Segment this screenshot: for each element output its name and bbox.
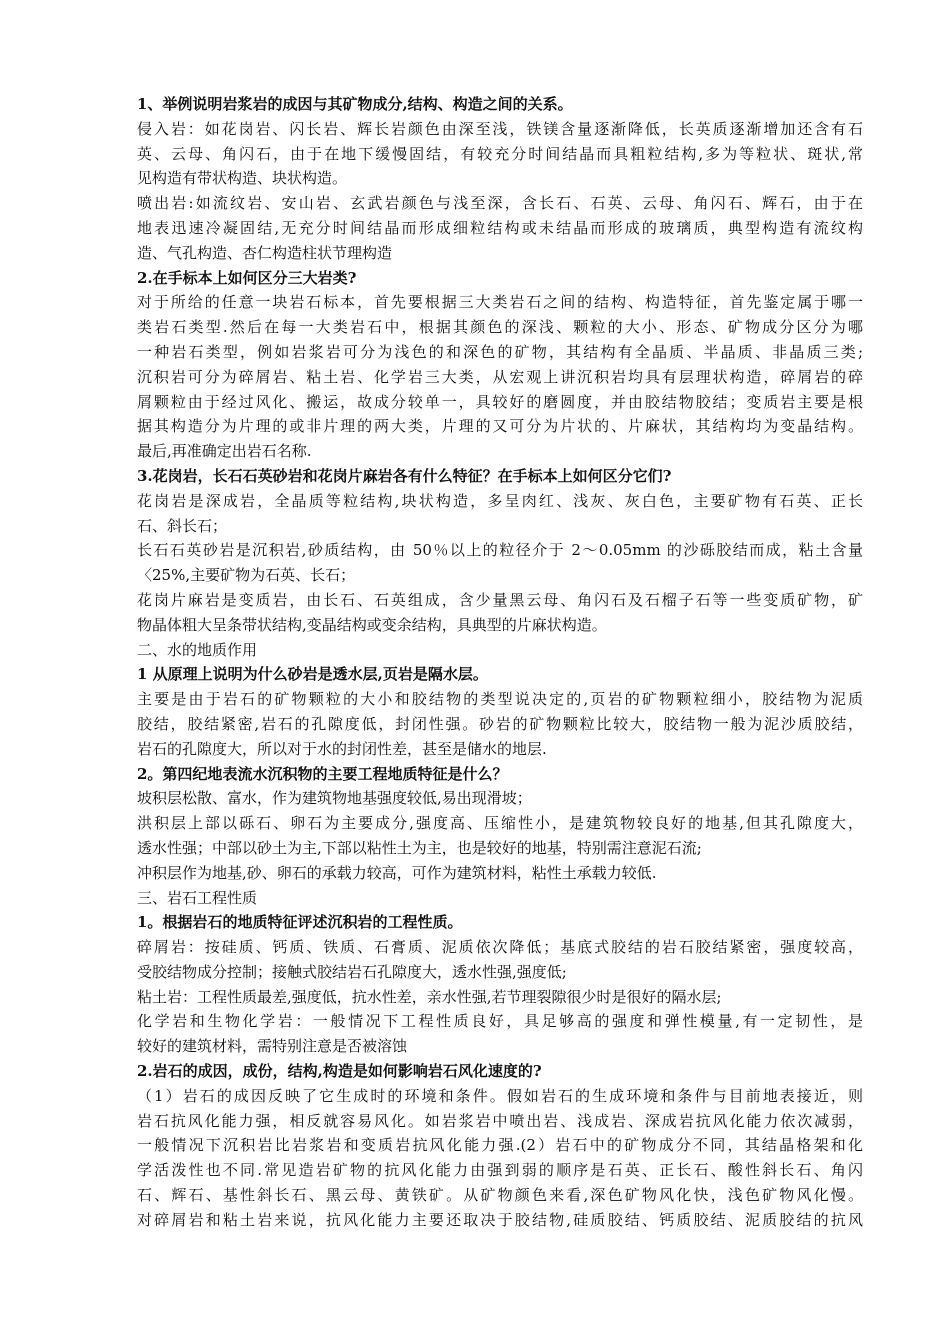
section-heading: 1。根据岩石的地质特征评述沉积岩的工程性质。 (137, 913, 463, 932)
body-text-line: 碎屑岩：按硅质、钙质、铁质、石膏质、泥质依次降低；基底式胶结的岩石胶结紧密，强度较高， (137, 938, 863, 957)
body-text-line: 物晶体粗大呈条带状结构,变晶结构或变余结构，具典型的片麻状构造。 (137, 615, 607, 634)
body-text-line: 地表迅速冷凝固结,无充分时间结晶而形成细粒结构或未结晶而形成的玻璃质，典型构造有流纹构 (137, 218, 863, 237)
body-text-line: 英、云母、角闪石，由于在地下缓慢固结，有较充分时间结晶而具粗粒结构,多为等粒状、斑状,常 (137, 144, 863, 163)
body-text-line: 学活泼性也不同.常见造岩矿物的抗风化能力由强到弱的顺序是石英、正长石、酸性斜长石、角闪 (137, 1161, 863, 1180)
section-heading: 2。第四纪地表流水沉积物的主要工程地质特征是什么？ (137, 764, 508, 783)
body-text-line: 胶结，胶结紧密,岩石的孔隙度低，封闭性强。砂岩的矿物颗粒比较大，胶结物一般为泥沙质胶结， (137, 714, 863, 733)
body-text-line: 最后,再准确定出岩石名称. (137, 442, 312, 461)
body-text-line: 一般情况下沉积岩比岩浆岩和变质岩抗风化能力强.(2）岩石中的矿物成分不同，其结晶格架和化 (137, 1136, 863, 1155)
body-text-line: （1）岩石的成因反映了它生成时的环境和条件。假如岩石的生成环境和条件与目前地表接近，则 (137, 1086, 863, 1105)
body-text-line: 一种岩石类型，例如岩浆岩可分为浅色的和深色的矿物，其结构有全晶质、半晶质、非晶质三类; (137, 342, 863, 361)
body-text-line: 石、辉石、基性斜长石、黑云母、黄铁矿。从矿物颜色来看,深色矿物风化快，浅色矿物风化慢。 (137, 1186, 863, 1205)
body-text-line: 坡积层松散、富水，作为建筑物地基强度较低,易出现滑坡； (137, 789, 532, 808)
body-text-line: 岩石抗风化能力强，相反就容易风化。如岩浆岩中喷出岩、浅成岩、深成岩抗风化能力依次减弱， (137, 1111, 863, 1130)
body-text-line: 透水性强；中部以砂土为主,下部以粘性土为主，也是较好的地基，特别需注意泥石流; (137, 838, 702, 857)
section-heading: 2.岩石的成因，成份，结构,构造是如何影响岩石风化速度的? (137, 1062, 542, 1081)
body-text-line: 长石石英砂岩是沉积岩,砂质结构，由 50％以上的粒径介于 2～0.05mm 的沙砾胶结而成，粘土含量 (137, 541, 863, 560)
body-text-line: 洪积层上部以砾石、卵石为主要成分,强度高、压缩性小，是建筑物较良好的地基,但其孔隙度大， (137, 814, 863, 833)
body-text-line: 据其构造分为片理的或非片理的两大类，片理的又可分为片状的、片麻状，其结构均为变晶结构。 (137, 417, 863, 436)
body-text-line: 侵入岩：如花岗岩、闪长岩、辉长岩颜色由深至浅，铁镁含量逐渐降低，长英质逐渐增加还含有石 (137, 119, 863, 138)
body-text-line: 主要是由于岩石的矿物颗粒的大小和胶结物的类型说决定的,页岩的矿物颗粒细小，胶结物为泥质 (137, 690, 863, 709)
section-heading: 3.花岗岩，长石石英砂岩和花岗片麻岩各有什么特征？在手标本上如何区分它们? (137, 466, 672, 485)
section-heading: 1 从原理上说明为什么砂岩是透水层,页岩是隔水层。 (137, 665, 488, 684)
body-text-line: 二、水的地质作用 (137, 640, 258, 659)
body-text-line: 沉积岩可分为碎屑岩、粘土岩、化学岩三大类，从宏观上讲沉积岩均具有层理状构造，碎屑岩的碎 (137, 367, 863, 386)
body-text-line: 〈25%,主要矿物为石英、长石； (137, 566, 356, 585)
body-text-line: 冲积层作为地基,砂、卵石的承载力较高，可作为建筑材料，粘性土承载力较低. (137, 863, 657, 882)
body-text-line: 受胶结物成分控制；接触式胶结岩石孔隙度大，透水性强,强度低; (137, 962, 567, 981)
body-text-line: 造、气孔构造、杏仁构造柱状节理构造 (137, 243, 393, 262)
body-text-line: 石、斜长石； (137, 516, 228, 535)
document-page (137, 92, 863, 1233)
body-text-line: 化学岩和生物化学岩：一般情况下工程性质良好，具足够高的强度和弹性模量,有一定韧性，是 (137, 1012, 863, 1031)
body-text-line: 见构造有带状构造、块状构造。 (137, 169, 348, 188)
body-text-line: 花岗岩是深成岩，全晶质等粒结构,块状构造，多呈肉红、浅灰、灰白色，主要矿物有石英、正长 (137, 491, 863, 510)
body-text-line: 岩石的孔隙度大，所以对于水的封闭性差，甚至是储水的地层. (137, 739, 547, 758)
body-text-line: 三、岩石工程性质 (137, 888, 258, 907)
section-heading: 1、举例说明岩浆岩的成因与其矿物成分,结构、构造之间的关系。 (137, 95, 573, 113)
section-heading: 2.在手标本上如何区分三大岩类? (137, 268, 357, 287)
body-text-line: 对碎屑岩和粘土岩来说，抗风化能力主要还取决于胶结物,硅质胶结、钙质胶结、泥质胶结的抗风 (137, 1210, 863, 1229)
body-text-line: 较好的建筑材料，需特别注意是否被溶蚀 (137, 1037, 408, 1056)
body-text-line: 屑颗粒由于经过风化、搬运，故成分较单一，具较好的磨圆度，并由胶结物胶结；变质岩主要是根 (137, 392, 863, 411)
body-text-line: 对于所给的任意一块岩石标本，首先要根据三大类岩石之间的结构、构造特征，首先鉴定属于哪一 (137, 293, 863, 312)
body-text-line: 花岗片麻岩是变质岩，由长石、石英组成，含少量黑云母、角闪石及石榴子石等一些变质矿物，矿 (137, 590, 863, 609)
body-text-line: 类岩石类型.然后在每一大类岩石中，根据其颜色的深浅、颗粒的大小、形态、矿物成分区分为哪 (137, 318, 863, 337)
body-text-line: 粘土岩：工程性质最差,强度低，抗水性差，亲水性强,若节理裂隙很少时是很好的隔水层; (137, 987, 722, 1006)
body-text-line: 喷出岩:如流纹岩、安山岩、玄武岩颜色与浅至深，含长石、石英、云母、角闪石、辉石，由于在 (137, 194, 863, 213)
